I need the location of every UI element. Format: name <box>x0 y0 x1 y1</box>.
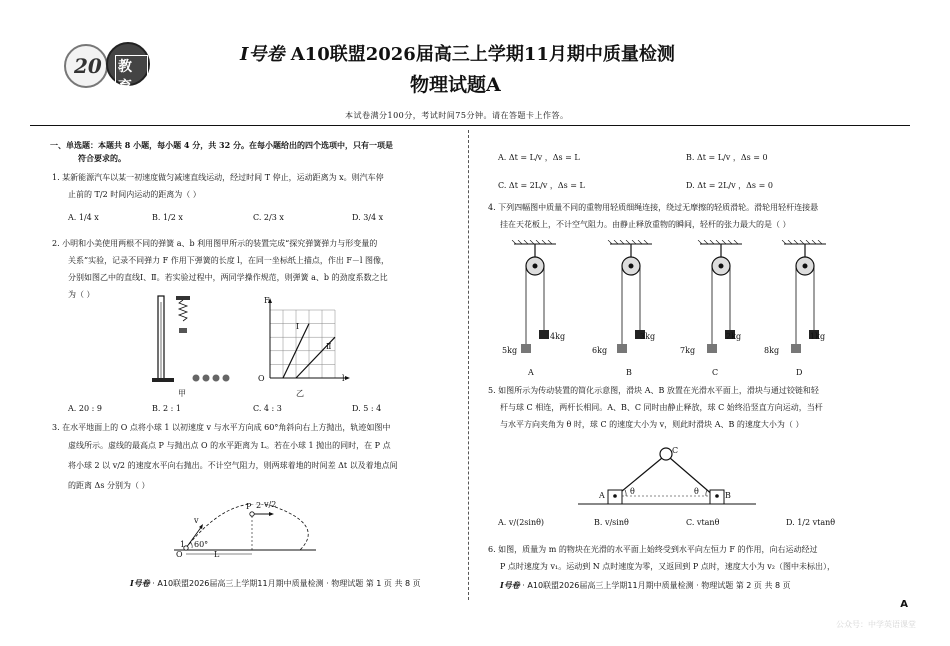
q3-v2-label: v/2 <box>264 500 277 509</box>
q6-stem-2: P 点时速度为 v₁。运动到 N 点时速度为零，又返回到 P 点时，速度大小为 v₂（图中未标出）， <box>500 562 836 571</box>
q2-stem-2: 关系”实验，记录不同弹力 F 作用下弹簧的长度 l，在同一坐标纸上描点，作出 F－l 图像， <box>68 256 390 265</box>
q2-option-d: D. 5 : 4 <box>352 404 382 413</box>
q4-pulley-figures <box>500 240 840 362</box>
q5-ball-c-label: C <box>672 446 679 455</box>
q4-d-left-mass: 8kg <box>764 346 780 355</box>
q2-figure-graph <box>256 296 356 392</box>
q3-distance-l-label: L <box>214 550 220 559</box>
q4-c-right-mass: 2kg <box>726 332 742 341</box>
q2-axis-f-label: F <box>264 296 270 305</box>
q2-option-b: B. 2 : 1 <box>152 404 181 413</box>
header-divider <box>30 125 910 126</box>
q4-a-right-mass: 4kg <box>550 332 566 341</box>
exam-title: I号卷 A10联盟2026届高三上学期11月期中质量检测 <box>240 44 675 65</box>
q4-b-left-mass: 6kg <box>592 346 608 355</box>
q1-stem-1: 1. 某新能源汽车以某一初速度做匀减速直线运动，经过时间 T 停止，运动距离为 x。则汽车停 <box>52 173 384 182</box>
q5-option-a: A. v/(2sinθ) <box>498 518 545 527</box>
q3-option-d: D. Δt = 2L/v ，Δs = 0 <box>686 181 773 190</box>
q5-transmission-figure <box>578 440 758 512</box>
q2-stem-1: 2. 小明和小美使用两根不同的弹簧 a、b 利用图甲所示的装置完成“探究弹簧弹力与形变量的 <box>52 239 378 248</box>
q4-a-left-mass: 5kg <box>502 346 518 355</box>
q5-option-d: D. 1/2 vtanθ <box>786 518 836 527</box>
q3-ball-1-label: 1 <box>180 540 186 549</box>
q5-option-b: B. v/sinθ <box>594 518 629 527</box>
q5-theta-right: θ <box>694 487 699 496</box>
q4-a-label: A <box>528 368 534 377</box>
q4-stem-2: 挂在天花板上，不计空气阻力。由静止释放重物的瞬间，轻杆的张力最大的是（ ） <box>500 220 791 229</box>
q1-option-b: B. 1/2 x <box>152 213 183 222</box>
q2-stem-3: 分别如图乙中的直线Ⅰ、Ⅱ。若实验过程中，两同学操作规范，则弹簧 a、b 的劲度系数之比 <box>68 273 388 282</box>
q3-option-b: B. Δt = L/v ，Δs = 0 <box>686 153 768 162</box>
q5-block-a-label: A <box>599 491 605 500</box>
watermark-text: 公众号：中学英语课堂 <box>836 620 916 629</box>
q4-c-left-mass: 7kg <box>680 346 696 355</box>
q2-figure-apparatus <box>138 292 238 402</box>
school-seal-icon: 教育 <box>106 42 150 86</box>
q5-block-b-label: B <box>725 491 731 500</box>
q2-line-2-label: Ⅱ <box>326 342 332 351</box>
page-footer-1: I号卷 · A10联盟2026届高三上学期11月期中质量检测 · 物理试题 第 1 页 共 8 页 <box>130 578 421 588</box>
brand-name: I号卷 <box>240 44 285 65</box>
q2-axis-o-label: O <box>258 374 265 383</box>
anniversary-logo-icon: 20 <box>64 44 108 88</box>
q2-line-1-label: Ⅰ <box>296 322 300 331</box>
q2-option-a: A. 20 : 9 <box>68 404 102 413</box>
q4-b-label: B <box>626 368 632 377</box>
page-footer-2: I号卷 · A10联盟2026届高三上学期11月期中质量检测 · 物理试题 第 2 页 共 8 页 <box>500 580 791 590</box>
q5-stem-2: 杆与球 C 相连，两杆长相同。A、B、C 同时由静止释放，球 C 始终沿竖直方向运动，当杆 <box>500 403 823 412</box>
exam-subtitle: 物理试题A <box>410 74 501 96</box>
q3-trajectory-figure <box>170 504 320 560</box>
q3-stem-3: 将小球 2 以 v/2 的速度水平向右抛出。不计空气阻力，则两球着地的时间差 Δt 以及着地点间 <box>68 461 398 470</box>
q2-stem-4: 为（ ） <box>68 290 95 299</box>
q4-c-label: C <box>712 368 719 377</box>
paper-version-letter: A <box>900 599 908 610</box>
exam-note: 本试卷满分100分，考试时间75分钟。请在答题卡上作答。 <box>345 111 569 120</box>
q1-stem-2: 止前的 T/2 时间内运动的距离为（ ） <box>68 190 201 199</box>
q3-stem-1: 3. 在水平地面上的 O 点将小球 1 以初速度 v 与水平方向成 60°角斜向右上方抛出，轨迹如图中 <box>52 423 391 432</box>
q1-option-a: A. 1/4 x <box>68 213 99 222</box>
q3-v-label: v <box>194 516 199 525</box>
q3-stem-4: 的距离 Δs 分别为（ ） <box>68 481 150 490</box>
q3-ball-2-label: 2 <box>256 501 262 510</box>
q3-point-p-label: P <box>246 502 252 511</box>
q3-option-c: C. Δt = 2L/v ，Δs = L <box>498 181 585 190</box>
q1-option-d: D. 3/4 x <box>352 213 384 222</box>
q4-d-right-mass: 1kg <box>810 332 826 341</box>
q5-option-c: C. vtanθ <box>686 518 720 527</box>
q2-figure-jia-label: 甲 <box>178 389 186 398</box>
q3-point-o-label: O <box>176 550 183 559</box>
q5-stem-1: 5. 如图所示为传动装置的简化示意图，滑块 A、B 放置在光滑水平面上，滑块与通过铰链和轻 <box>488 386 819 395</box>
q2-option-c: C. 4 : 3 <box>253 404 282 413</box>
column-divider <box>468 130 469 600</box>
q5-stem-3: 与水平方向夹角为 θ 时，球 C 的速度大小为 v，则此时滑块 A、B 的速度大小为（ ） <box>500 420 804 429</box>
q1-option-c: C. 2/3 x <box>253 213 284 222</box>
q4-d-label: D <box>796 368 803 377</box>
section-heading-cont: 符合要求的。 <box>78 153 126 163</box>
q2-figure-yi-label: 乙 <box>296 389 304 398</box>
q4-stem-1: 4. 下列四幅图中质量不同的重物用轻质细绳连接，绕过无摩擦的轻质滑轮。滑轮用轻杆连接悬 <box>488 203 819 212</box>
q3-stem-2: 虚线所示。虚线的最高点 P 与抛出点 O 的水平距离为 L。若在小球 1 抛出的同时，在 P 点 <box>68 441 391 450</box>
q3-angle-label: 60° <box>194 540 209 549</box>
q6-stem-1: 6. 如图，质量为 m 的物块在光滑的水平面上始终受到水平向左恒力 F 的作用，向右运动经过 <box>488 545 818 554</box>
q2-axis-l-label: l <box>342 374 345 383</box>
q3-option-a: A. Δt = L/v ，Δs = L <box>498 153 580 162</box>
q4-b-right-mass: 3kg <box>640 332 656 341</box>
q5-theta-left: θ <box>630 487 635 496</box>
section-heading: 一、单选题：本题共 8 小题，每小题 4 分，共 32 分。在每小题给出的四个选项中，只有一项是 <box>50 140 393 150</box>
